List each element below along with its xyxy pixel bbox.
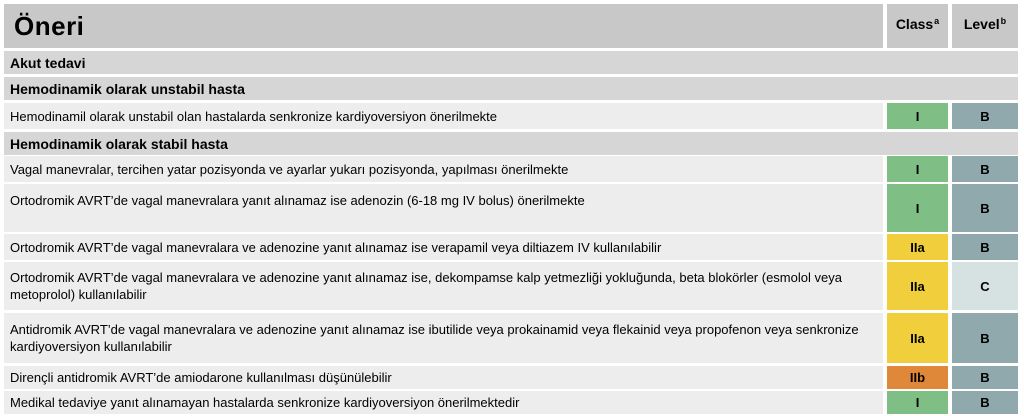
section-row bbox=[0, 77, 1024, 100]
level-badge: B bbox=[952, 366, 1018, 389]
class-header-sup: a bbox=[934, 16, 940, 26]
recommendation-text: Vagal manevralar, tercihen yatar pozisyonda ve ayarlar yukarı pozisyonda, yapılması önerilmekte bbox=[4, 156, 883, 182]
table-row bbox=[0, 103, 1024, 129]
table-row bbox=[0, 391, 1024, 414]
table-row bbox=[0, 366, 1024, 389]
table-row bbox=[0, 156, 1024, 182]
section-row bbox=[0, 51, 1024, 74]
recommendation-text: Antidromik AVRT’de vagal manevralara ve adenozine yanıt alınamaz ise ibutilide veya prokainamid veya flekainid veya propofenon veya senkronize kardiyoversiyon kullanılabilir bbox=[4, 313, 883, 363]
level-badge: B bbox=[952, 313, 1018, 363]
level-badge: B bbox=[952, 184, 1018, 232]
class-badge: IIa bbox=[887, 262, 948, 310]
table-row bbox=[0, 313, 1024, 363]
recommendation-text: Ortodromik AVRT’de vagal manevralara ve adenozine yanıt alınamaz ise, dekompamse kalp yetmezliği yokluğunda, beta blokörler (esmolol veya metoprolol) kullanılabilir bbox=[4, 262, 883, 310]
level-badge: B bbox=[952, 234, 1018, 260]
page-title: Öneri bbox=[4, 4, 883, 48]
level-badge: B bbox=[952, 156, 1018, 182]
level-column-header bbox=[952, 4, 1018, 48]
level-badge: B bbox=[952, 391, 1018, 414]
recommendation-text: Ortodromik AVRT’de vagal manevralara yanıt alınamaz ise adenozin (6-18 mg IV bolus) önerilmekte bbox=[4, 184, 883, 232]
class-badge: IIb bbox=[887, 366, 948, 389]
class-badge: I bbox=[887, 156, 948, 182]
class-badge: I bbox=[887, 103, 948, 129]
level-header-label: Level bbox=[963, 16, 1000, 32]
table-row bbox=[0, 234, 1024, 260]
recommendation-text: Dirençli antidromik AVRT’de amiodarone kullanılması düşünülebilir bbox=[4, 366, 883, 389]
level-header-sup: b bbox=[1000, 16, 1007, 26]
recommendation-text: Medikal tedaviye yanıt alınamayan hastalarda senkronize kardiyoversiyon önerilmektedir bbox=[4, 391, 883, 414]
section-title: Hemodinamik olarak stabil hasta bbox=[4, 132, 1018, 155]
section-title: Akut tedavi bbox=[4, 51, 1018, 74]
recommendation-text: Ortodromik AVRT’de vagal manevralara ve adenozine yanıt alınamaz ise verapamil veya diltiazem IV kullanılabilir bbox=[4, 234, 883, 260]
level-badge: C bbox=[952, 262, 1018, 310]
class-badge: IIa bbox=[887, 234, 948, 260]
table-header bbox=[0, 4, 1024, 48]
class-column-header bbox=[887, 4, 948, 48]
section-row bbox=[0, 132, 1024, 155]
recommendation-text: Hemodinamil olarak unstabil olan hastalarda senkronize kardiyoversiyon önerilmekte bbox=[4, 103, 883, 129]
class-badge: IIa bbox=[887, 313, 948, 363]
table-row bbox=[0, 262, 1024, 310]
table-row bbox=[0, 184, 1024, 232]
class-badge: I bbox=[887, 184, 948, 232]
class-header-label: Class bbox=[895, 16, 934, 32]
level-badge: B bbox=[952, 103, 1018, 129]
class-badge: I bbox=[887, 391, 948, 414]
section-title: Hemodinamik olarak unstabil hasta bbox=[4, 77, 1018, 100]
